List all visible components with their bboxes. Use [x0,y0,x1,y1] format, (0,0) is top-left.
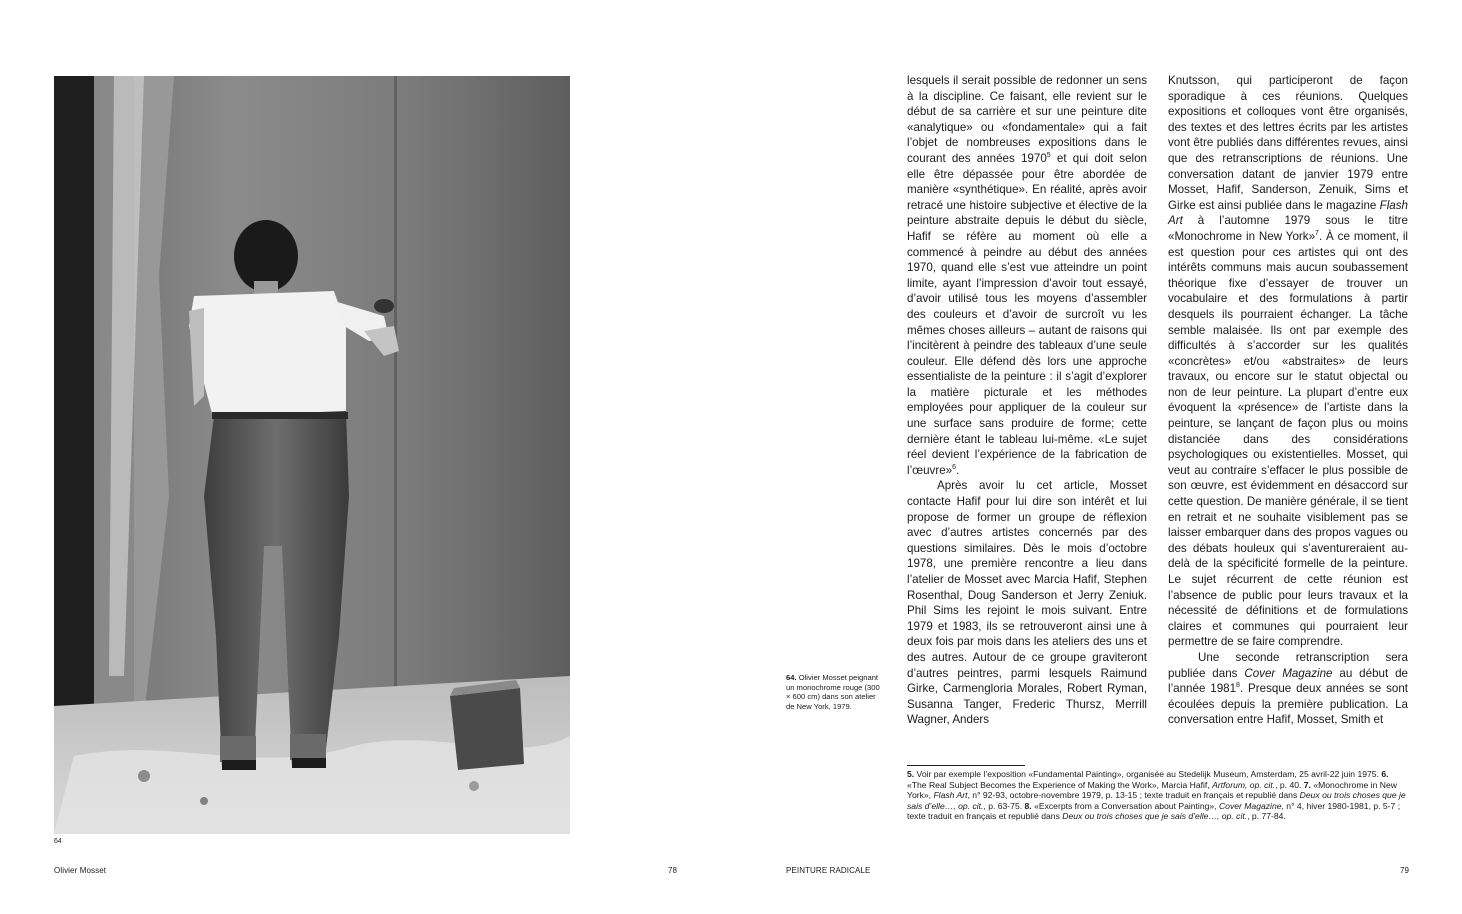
text-column-1 [907,73,1147,728]
footnote-italic: Cover Magazine [1218,800,1282,811]
text-run: . À ce moment, il est question pour ces artistes qui ont des intérêts communs mais aucun soubassement théorique fixe d’essayer de trouver un vocabulaire et des formulations à partir desquels ils pourraient échanger. La tâche semble malaisée. Ils ont par exemple des difficultés à s’accorder sur les qualités «concrètes» et/ou «abstraites» de leurs travaux, ou encore sur le statut objectal ou non de leur peinture. La plupart d’entre eux évoquent la «présence» de l’artiste dans la peinture, se lançant de façon plus ou moins distanciée dans des considérations psychologiques ou existentielles. Mosset, qui veut au contraire s’effacer le plus possible de son œuvre, est évidemment en désaccord sur cette question. De manière générale, il se tient en retrait et ne souhaite visiblement pas se laisser embarquer dans des propos vagues ou des débats houleux qui s’aventureraient au-delà de la spécificité formelle de la peinture. Le sujet récurrent de cette réunion est l’absence de public pour leurs travaux et la nécessité de définitions et de formulations claires et communes qui pourraient leur permettre de se faire comprendre. [1168,229,1408,649]
text-run: au début de l’année 1981 [1168,666,1408,696]
text-run: . [956,463,960,477]
plate-number: 64 [54,838,62,845]
caption-text: Olivier Mosset peignant un monochrome rouge (300 × 600 cm) dans son atelier de New York, 1979. [786,673,880,711]
footnote-text: , n° 4, hiver 1980-1981, p. 5-7 ; texte traduit en français et republié dans [907,800,1401,822]
footnotes [907,769,1407,822]
text-run: . Presque deux années se sont écoulées depuis la première publication. La conversation entre Hafif, Mosset, Smith et [1168,682,1408,727]
paragraph [1168,73,1408,650]
footnote-text: , p. 40. [1275,779,1304,790]
photograph-illustration [54,76,570,834]
text-run: et qui doit selon elle être dépassée pour être abordée de manière «synthétique». En réalité, après avoir retracé une histoire subjective et élective de la peinture abstraite depuis le début du siècle, Hafif se réfère au moment où elle a commencé à peindre au début des années 1970, quand elle s’est vue atteindre un point limite, ayant l’impression d’avoir tout essayé, d’avoir utilisé tous les moyens d’assembler des couleurs et d’avoir de surcroît vu les mêmes choses ailleurs – autant de raisons qui l’incitèrent à peindre des tableaux d’une seule couleur. Elle défend dès lors une approche essentialiste de la peinture : il s’agit d’explorer la matière picturale et les méthodes employées pour appliquer de la couleur sur une surface sans produire de forme; cette dernière étant le tableau lui-même. «Le sujet réel devient l’expérience de la fabrication de l’œuvre» [907,151,1148,477]
italic-title: Cover Magazine [1244,666,1333,680]
footnote-italic: Artforum, op. cit. [1212,779,1276,790]
footnote-text: , p. 63-75. [983,800,1025,811]
text-run: à l’automne 1979 sous le titre «Monochrome in New York» [1168,214,1408,243]
footnote-number: 5. [907,769,915,779]
footnote-italic: Deux ou trois choses que je sais d’elle…, op. cit. [907,790,1406,811]
footnote-italic: Deux ou trois choses que je sais d’elle…, op. cit. [1062,811,1248,822]
italic-title: Flash Art [1168,198,1408,228]
footnote-text: , p. 77-84. [1247,811,1286,822]
text-run: Une seconde retranscription sera publiée dans [1168,650,1408,680]
footnote-divider [907,765,1025,766]
text-run: Knutsson, qui participeront de façon sporadique à ces réunions. Quelques expositions et colloques vont être organisés, des textes et des lettres écrits par les artistes vont être publiés dans différentes revues, ainsi que des retranscriptions de réunions. Une conversation datant de janvier 1979 entre Mosset, Hafif, Sanderson, Zenuik, Sims et Girke est ainsi publiée dans le magazine [1168,74,1408,212]
footnote-text: «Excerpts from a Conversation about Painting», [1031,800,1219,811]
footnote-text: «Monochrome in New York», [907,779,1397,801]
page-number-right: 79 [1400,866,1410,875]
footnote-ref: 8 [1236,682,1240,690]
footnote-ref: 6 [952,463,957,471]
running-head-right: PEINTURE RADICALE [786,866,871,875]
footnote-text: , n° 92-93, octobre-novembre 1979, p. 13-15 ; texte traduit en français et republié dans [967,790,1300,801]
footnote-text: «The Real Subject Becomes the Experience of Making the Work», Marcia Hafif, [907,779,1213,790]
text-run: lesquels il serait possible de redonner un sens à la discipline. Ce faisant, elle revient sur le début de sa carrière et sur une peinture dite «analytique» ou «fondamentale» qui a fait l’objet de nombreuses expositions dans le courant des années 1970 [907,74,1147,165]
figure-caption [786,673,886,711]
footnote-ref: 7 [1315,230,1319,238]
paragraph: Après avoir lu cet article, Mosset contacte Hafif pour lui dire son intérêt et lui propose de former un groupe de réflexion avec d’autres artistes concernés par des questions similaires. Dès le mois d’octobre 1978, une première rencontre a lieu dans l’atelier de Mosset avec Marcia Hafif, Stephen Rosenthal, Doug Sanderson et Jerry Zeniuk. Phil Sims les rejoint le mois suivant. Entre 1979 et 1983, ils se retrouveront ainsi une à deux fois par mois dans les ateliers des uns et des autres. Autour de ce groupe graviteront d’autres peintres, parmi lesquels Raimund Girke, Carmengloria Morales, Robert Ryman, Susanna Tanger, Frederic Thursz, Merrill Wagner, Anders [907,479,1147,727]
footnote-italic: Flash Art [933,790,968,801]
paragraph [907,73,1147,478]
text-column-2 [1168,73,1408,728]
photograph-artist-painting [54,76,570,834]
footnote-ref: 5 [1046,152,1051,160]
caption-number: 64. [786,673,797,682]
paragraph [1168,650,1408,728]
footnote-text: Voir par exemple l’exposition «Fundamental Painting», organisée au Stedelijk Museum, Amsterdam, 25 avril-22 juin 1975. [914,769,1382,779]
footnote-number: 7. [1303,779,1311,790]
footnote-number: 8. [1024,800,1032,811]
running-head-left: Olivier Mosset [54,866,107,875]
page-number-left: 78 [668,866,678,875]
footnote-number: 6. [1381,769,1389,779]
